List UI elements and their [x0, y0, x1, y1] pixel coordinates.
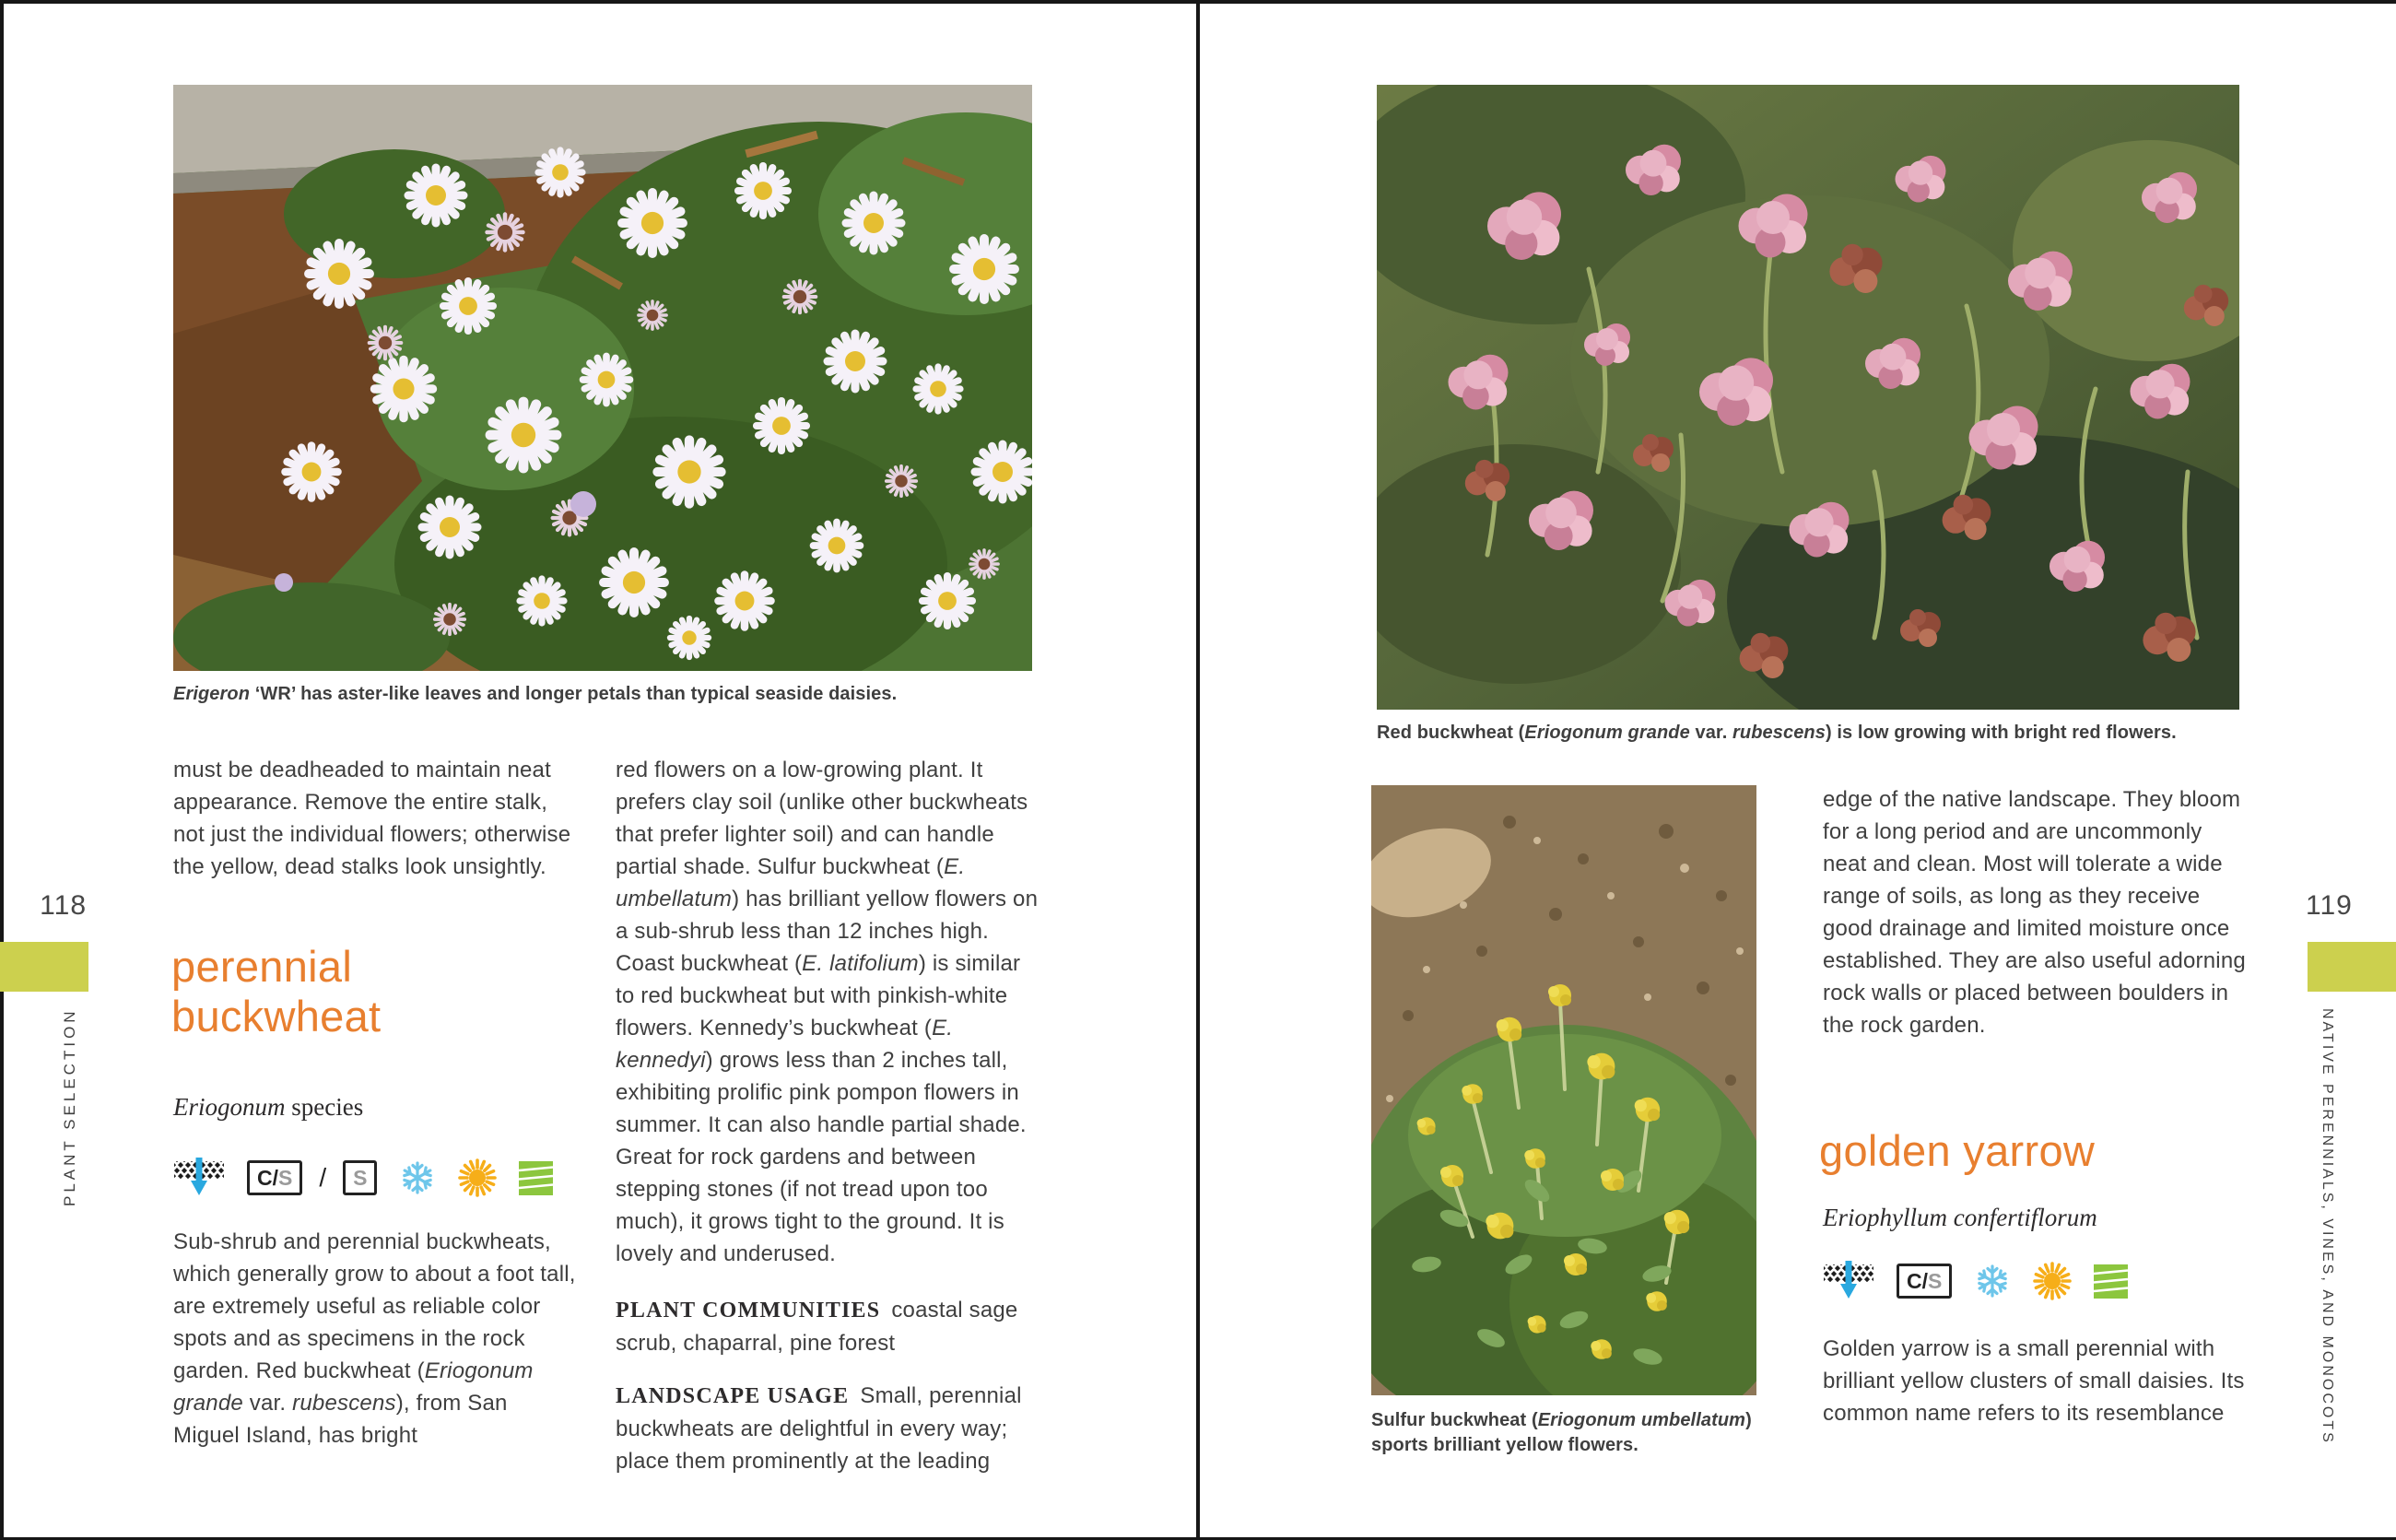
landscape-usage: LANDSCAPE USAGE Small, perennial buckwheats are delightful in every way; place them prominently at the leading — [616, 1383, 1022, 1474]
column2-paragraph: red flowers on a low-growing plant. It prefers clay soil (unlike other buckwheats that prefer lighter soil) and can handle partial shade. Sulfur buckwheat (E. umbellatum) has brilliant yellow flowers on a sub-shrub less than 12 inches high. Coast buckwheat (E. latifolium) is similar to red buckwheat but with pinkish-white flowers. Kennedy’s buckwheat (E. kennedyi) grows less than 2 inches tall, exhibiting prolific pink pompon flowers in summer. It can also handle partial shade. Great for rock gardens and between stepping stones (if not tread upon too much), it grows tight to the ground. It is lovely and underused. — [616, 758, 1039, 1266]
intro-paragraph: Sub-shrub and perennial buckwheats, which generally grow to about a foot tall, are extremely useful as reliable color spots and as specimens in the rock garden. Red buckwheat (Eriogonum grande var. rubescens), from San Miguel Island, has bright — [173, 1229, 576, 1448]
plant-attribute-icons — [173, 1154, 553, 1202]
exposure-sun-icon: S — [343, 1160, 377, 1195]
right-page-number: 119 — [2306, 890, 2353, 921]
right-bottom-photo-caption: Sulfur buckwheat (Eriogonum umbellatum) sports brilliant yellow flowers. — [1371, 1410, 1752, 1455]
left-edge-line — [0, 0, 4, 1540]
right-chapter-tab — [2308, 942, 2396, 992]
right-top-photo-caption: Red buckwheat (Eriogonum grande var. rubescens) is low growing with bright red flowers. — [1377, 723, 2177, 743]
sun-icon — [458, 1158, 497, 1197]
exposure-coast-sun-icon: C/S — [247, 1160, 302, 1195]
plant-attribute-icons-right — [1823, 1257, 2128, 1305]
species-name: Eriogonum species — [173, 1093, 364, 1121]
low-water-icon — [1823, 1260, 1874, 1302]
sun-icon — [2033, 1262, 2072, 1300]
foliage-layers-icon — [519, 1161, 553, 1195]
seaside-daisies-photo — [173, 85, 1032, 671]
exposure-coast-sun-icon: C/S — [1897, 1264, 1952, 1299]
left-page-number: 118 — [40, 890, 87, 921]
red-buckwheat-photo — [1377, 85, 2239, 710]
plant-communities: PLANT COMMUNITIES coastal sage scrub, chaparral, pine forest — [616, 1298, 1018, 1356]
left-column-2 — [616, 754, 1039, 1477]
golden-yarrow-intro: Golden yarrow is a small perennial with brilliant yellow clusters of small daisies. Its common name refers to its resemblance — [1823, 1336, 2245, 1426]
article-title-golden-yarrow: golden yarrow — [1819, 1126, 2096, 1175]
article-title-perennial-buckwheat: perennial buckwheat — [171, 942, 382, 1040]
low-water-icon — [173, 1157, 225, 1199]
species-name-golden-yarrow: Eriophyllum confertiflorum — [1823, 1204, 2097, 1231]
snowflake-icon — [1974, 1263, 2011, 1299]
foliage-layers-icon — [2094, 1264, 2128, 1299]
right-column-paragraph: edge of the native landscape. They bloom for a long period and are uncommonly neat and clean. Most will tolerate a wide range of soils, as long as they receive good drainage and limited moisture once established. They are also useful adorning rock walls or placed between boulders in the rock garden. — [1823, 787, 2246, 1038]
left-chapter-tab — [0, 942, 88, 992]
snowflake-icon — [399, 1159, 436, 1196]
right-running-foot: NATIVE PERENNIALS, VINES, AND MONOCOTS — [2320, 1008, 2335, 1445]
sulfur-buckwheat-photo — [1371, 785, 1756, 1395]
page-gutter-line — [1196, 0, 1200, 1540]
exposure-slash: / — [319, 1163, 327, 1192]
continuation-paragraph: must be deadheaded to maintain neat appearance. Remove the entire stalk, not just the individual flowers; otherwise the yellow, dead stalks look unsightly. — [173, 758, 571, 879]
left-running-foot: PLANT SELECTION — [61, 1007, 78, 1206]
left-photo-caption: Erigeron ‘WR’ has aster-like leaves and longer petals than typical seaside daisies. — [173, 684, 898, 704]
